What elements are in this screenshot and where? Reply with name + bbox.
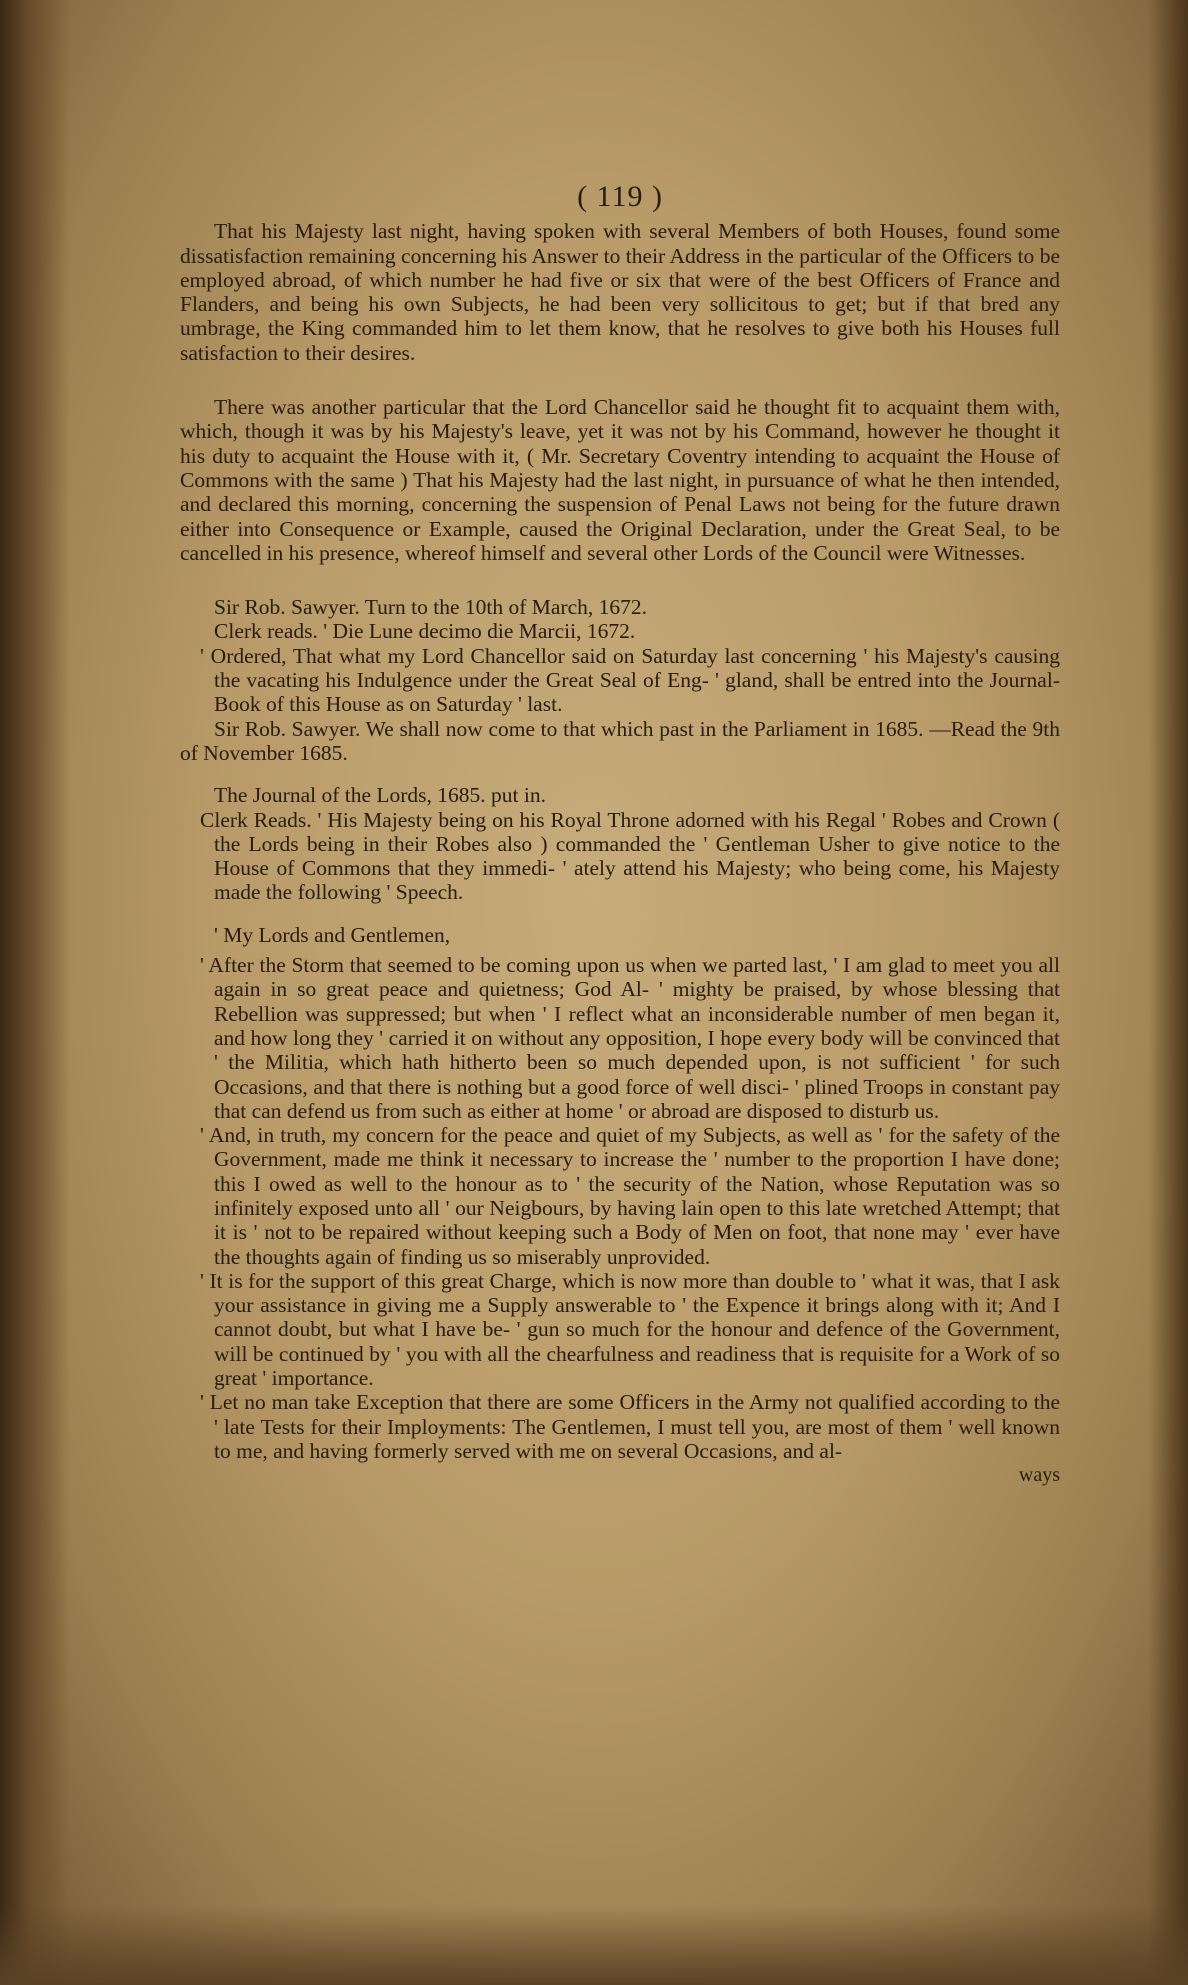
paragraph-clerk-royal-throne: Clerk Reads. ' His Majesty being on his Royal Throne adorned with his Regal ' Robes and Crown ( the Lords being in their Robes also ) commanded the ' Gentleman Usher to give notice to the House of Commons that they immedi- ' ately attend his Majesty; who being come, his Majesty made the following ' Speech. bbox=[200, 807, 1060, 905]
paragraph-support-charge: ' It is for the support of this great Charge, which is now more than double to ' what it was, that I ask your assistance in giving me a Supply answerable to ' the Expence it brings along with it; And I cannot doubt, but what I have be- ' gun so much for the honour and defence of the Government, will be continued by ' you with all the chearfulness and readiness that is requisite for a Work of so great ' importance. bbox=[200, 1268, 1060, 1391]
paragraph-king-answer: That his Majesty last night, having spoken with several Members of both Houses, found some dissatisfaction remaining concerning his Answer to their Address in the particular of the Officers to be employed abroad, of which number he had five or six that were of the best Officers of France and Flanders, and being his own Subjects, he had been very sollicitous to get; but if that bred any umbrage, the King commanded him to let them know, that he resolves to give both his Houses full satisfaction to their desires. bbox=[180, 219, 1060, 365]
paragraph-lord-chancellor: There was another particular that the Lord Chancellor said he thought fit to acquaint them with, which, though it was by his Majesty's leave, yet it was not by his Command, however he thought it his duty to acquaint the House with it, ( Mr. Secretary Coventry intending to acquaint the House of Commons with the same ) That his Majesty had the last night, in pursuance of what he then intended, and declared this morning, concerning the suspension of Penal Laws not being for the future drawn either into Consequence or Example, caused the Original Declaration, under the Great Seal, to be cancelled in his presence, whereof himself and several other Lords of the Council were Witnesses. bbox=[180, 395, 1060, 565]
paragraph-journal-lords: The Journal of the Lords, 1685. put in. bbox=[214, 783, 547, 808]
catchword: ways bbox=[1018, 1464, 1060, 1487]
paragraph-my-lords: ' My Lords and Gentlemen, bbox=[214, 922, 451, 947]
paragraph-sawyer-1685: Sir Rob. Sawyer. We shall now come to that which past in the Parliament in 1685. —Read the 9th of November 1685. bbox=[180, 716, 1060, 765]
page-text bbox=[180, 180, 1060, 1488]
paragraph-exception-officers: ' Let no man take Exception that there are some Officers in the Army not qualified according to the ' late Tests for their Imployments: The Gentlemen, I must tell you, are most of them ' well known to me, and having formerly served with me on several Occasions, and al- bbox=[200, 1390, 1060, 1463]
paragraph-ordered: ' Ordered, That what my Lord Chancellor said on Saturday last concerning ' his Majesty's causing the vacating his Indulgence under the Great Seal of Eng- ' gland, shall be entred into the Journal-Book of this House as on Saturday ' last. bbox=[200, 643, 1060, 717]
paragraph-sawyer-turn: Sir Rob. Sawyer. Turn to the 10th of March, 1672. bbox=[214, 595, 647, 620]
page-bottom-shadow bbox=[0, 1905, 1188, 1985]
paragraph-in-truth: ' And, in truth, my concern for the peace and quiet of my Subjects, as well as ' for the safety of the Government, made me think it necessary to increase the ' number to the proportion I have done; this I owed as well to the honour as to ' the security of the Nation, whose Reputation was so infinitely exposed unto all ' our Neigbours, by having lain open to this late wretched Attempt; that it is ' not to be repaired without keeping such a Body of Men on foot, that none may ' ever have the thoughts again of finding us so miserably unprovided. bbox=[200, 1123, 1060, 1269]
paragraph-clerk-reads: Clerk reads. ' Die Lune decimo die Marcii, 1672. bbox=[214, 619, 636, 644]
page-number: ( 119 ) bbox=[577, 180, 663, 213]
page-left-shadow bbox=[0, 0, 70, 1985]
page-right-shadow bbox=[1148, 0, 1188, 1985]
paragraph-after-storm: ' After the Storm that seemed to be coming upon us when we parted last, ' I am glad to meet you all again in so great peace and quietness; God Al- ' mighty be praised, by whose blessing that Rebellion was suppressed; but when ' I reflect what an inconsiderable number of men began it, and how long they ' carried it on without any opposition, I hope every body will be convinced that ' the Militia, which hath hitherto been so much depended upon, is not sufficient ' for such Occasions, and that there is nothing but a good force of well disci- ' plined Troops in constant pay that can defend us from such as either at home ' or abroad are disposed to disturb us. bbox=[200, 953, 1060, 1123]
